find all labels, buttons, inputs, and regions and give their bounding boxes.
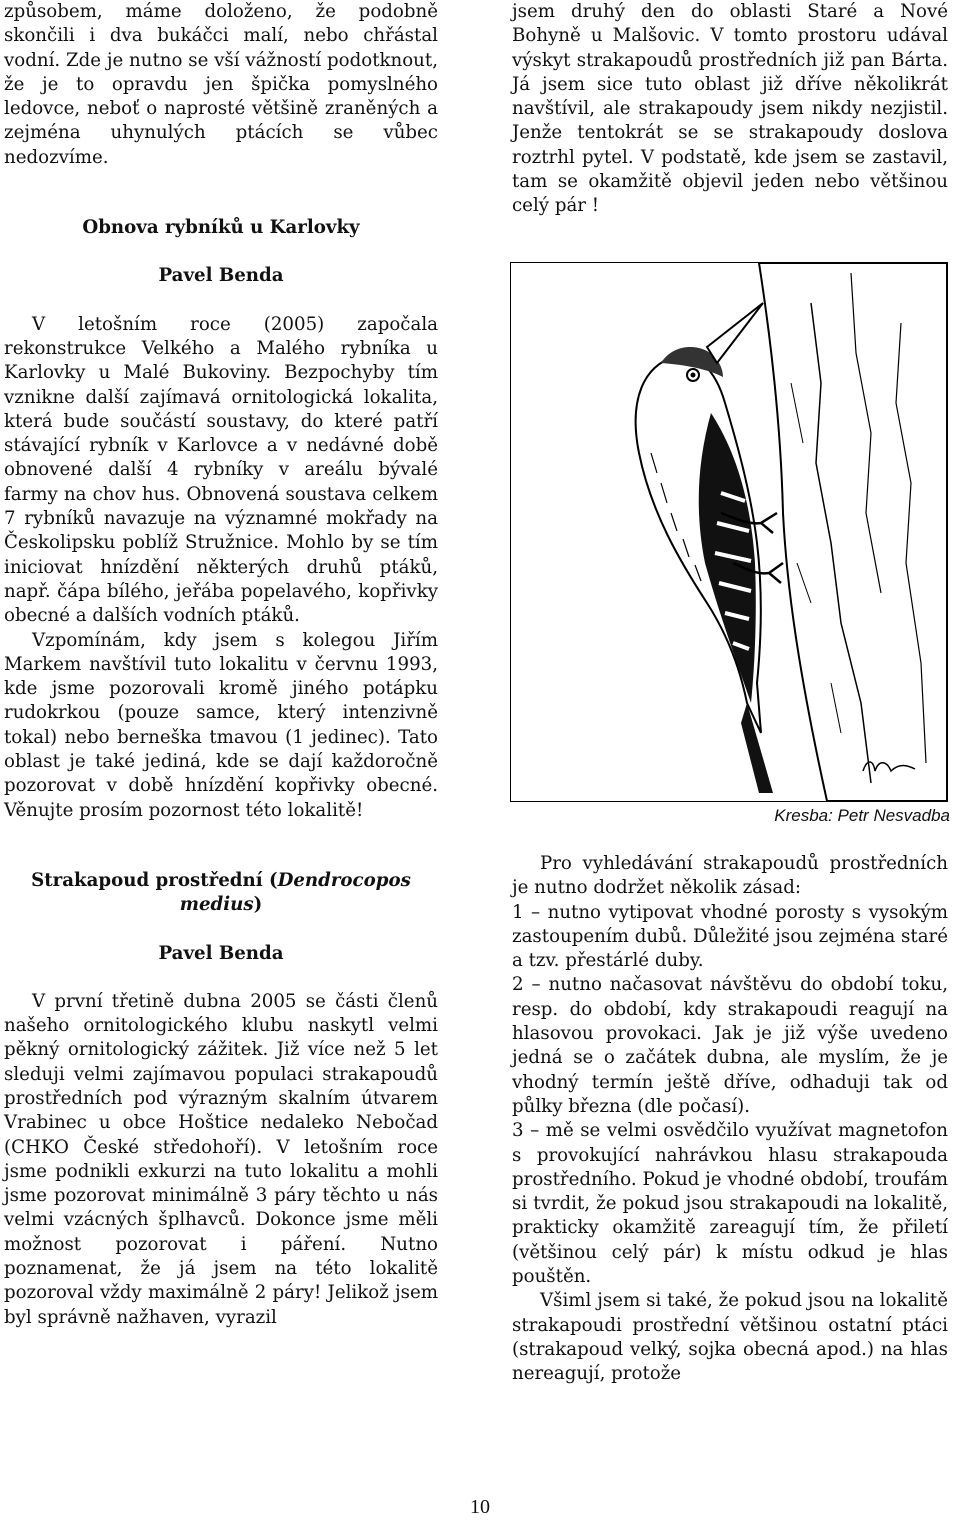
right-top-paragraph: jsem druhý den do oblasti Staré a Nové Bohyně u Malšovic. V tomto prostoru udával výskyt strakapoudů prostředních již pan Bárta. Já jsem sice tuto oblast již dříve několikrát navštívil, ale strakapoudy jsem nikdy nezjistil. Jenže tentokrát se se strakapoudy doslova roztrhl pytel. V podstatě, kde jsem se zastavil, tam se okamžitě objevil jeden nebo většinou celý pár ! bbox=[512, 1, 948, 217]
article2-paragraph: V první třetině dubna 2005 se části členů našeho ornitologického klubu naskytl velmi pěkný ornitologický zážitek. Již více než 5 let sleduji velmi zajímavou populaci strakapoudů prostředních pod výrazným skalním útvarem Vrabinec u obce Hoštice nedaleko Nebočad (CHKO České středohoří). V letošním roce jsme podnikli exkurzi na tuto lokalitu a mohli jsme pozorovat minimálně 3 páry těchto u nás velmi vzácných šplhavců. Dokonce jsme měli možnost pozorovat i páření. Nutno poznamenat, že já jsem na této lokalitě pozoroval vždy maximálně 2 páry! Jelikož jsem byl správně nažhaven, vyrazil bbox=[4, 990, 438, 1328]
right-column-bottom bbox=[512, 852, 948, 1387]
right-paragraph-5: Všiml jsem si také, že pokud jsou na lokalitě strakapoudi prostřední většinou ostatní ptáci (strakapoud velký, sojka obecná apod.) na hlas nereagují, protože bbox=[512, 1290, 948, 1385]
right-paragraph-4: 3 – mě se velmi osvědčilo využívat magnetofon s provokující nahrávkou hlasu strakapouda prostředního. Pokud je vhodné období, troufám si tvrdit, že pokud jsou strakapoudi na lokalitě, prakticky okamžitě zareagují tím, že přiletí (většinou celý pár) k místu odkud je hlas pouštěn. bbox=[512, 1120, 948, 1288]
article1-paragraph-1: V letošním roce (2005) započala rekonstrukce Velkého a Malého rybníka u Karlovky u Malé Bukoviny. Bezpochyby tím vznikne další zajímavá ornitologická lokalita, která bude součástí soustavy, do které patří stávající rybník v Karlovce a v nedávné době obnovené další 4 rybníky v areálu bývalé farmy na chov hus. Obnovená soustava celkem 7 rybníků navazuje na významné mokřady na Českolipsku poblíž Stružnice. Mohlo by se tím iniciovat hnízdění některých druhů ptáků, např. čápa bílého, jeřába popelavého, kopřivky obecné a dalších vodních ptáků. bbox=[4, 313, 438, 627]
article2-author: Pavel Benda bbox=[158, 942, 284, 964]
article1-author: Pavel Benda bbox=[158, 265, 284, 287]
woodpecker-drawing bbox=[511, 263, 947, 801]
article2-title-latin: Dendrocopos medius bbox=[179, 869, 411, 916]
article2-title-suffix: ) bbox=[253, 894, 263, 916]
article1-paragraph-2: Vzpomínám, kdy jsem s kolegou Jiřím Markem navštívil tuto lokalitu v červnu 1993, kde jsme pozorovali kromě jiného potápku rudokrkou (pouze samce, který intenzivně tokal) nebo berneška tmavou (1 jedinec). Tato oblast je také jediná, kde se dají každoročně pozorovat v době hnízdění kopřivky obecné. Věnujte prosím pozornost této lokalitě! bbox=[4, 629, 438, 821]
right-paragraph-2: 1 – nutno vytipovat vhodné porosty s vysokým zastoupením dubů. Důležité jsou zejména staré a tzv. přestárlé duby. bbox=[512, 901, 948, 972]
left-column bbox=[4, 0, 438, 1330]
right-column-top bbox=[512, 0, 948, 219]
right-paragraph-3: 2 – nutno načasovat návštěvu do období toku, resp. do období, kdy strakapoudi reagují na hlasovou provokaci. Jak je již výše uvedeno jedná se o začátek dubna, ale myslím, že je vhodný termín ještě dříve, odhaduji tak od půlky března (dle počasí). bbox=[512, 974, 948, 1117]
right-paragraph-1: Pro vyhledávání strakapoudů prostředních je nutno dodržet několik zásad: bbox=[512, 853, 948, 899]
article1-title: Obnova rybníků u Karlovky bbox=[82, 217, 360, 239]
figure-caption: Kresba: Petr Nesvadba bbox=[774, 806, 950, 825]
article2-title bbox=[4, 869, 438, 918]
woodpecker-illustration bbox=[510, 262, 948, 802]
page-number: 10 bbox=[470, 1496, 490, 1518]
article2-title-prefix: Strakapoud prostřední ( bbox=[31, 869, 278, 891]
intro-paragraph: způsobem, máme doloženo, že podobně skončili i dva bukáčci malí, nebo chřástal vodní. Zde je nutno se vší vážností podotknout, že je to opravdu jen špička pomyslného ledovce, neboť o naprosté většině zraněných a zejména uhynulých ptácích se vůbec nedozvíme. bbox=[4, 1, 438, 168]
